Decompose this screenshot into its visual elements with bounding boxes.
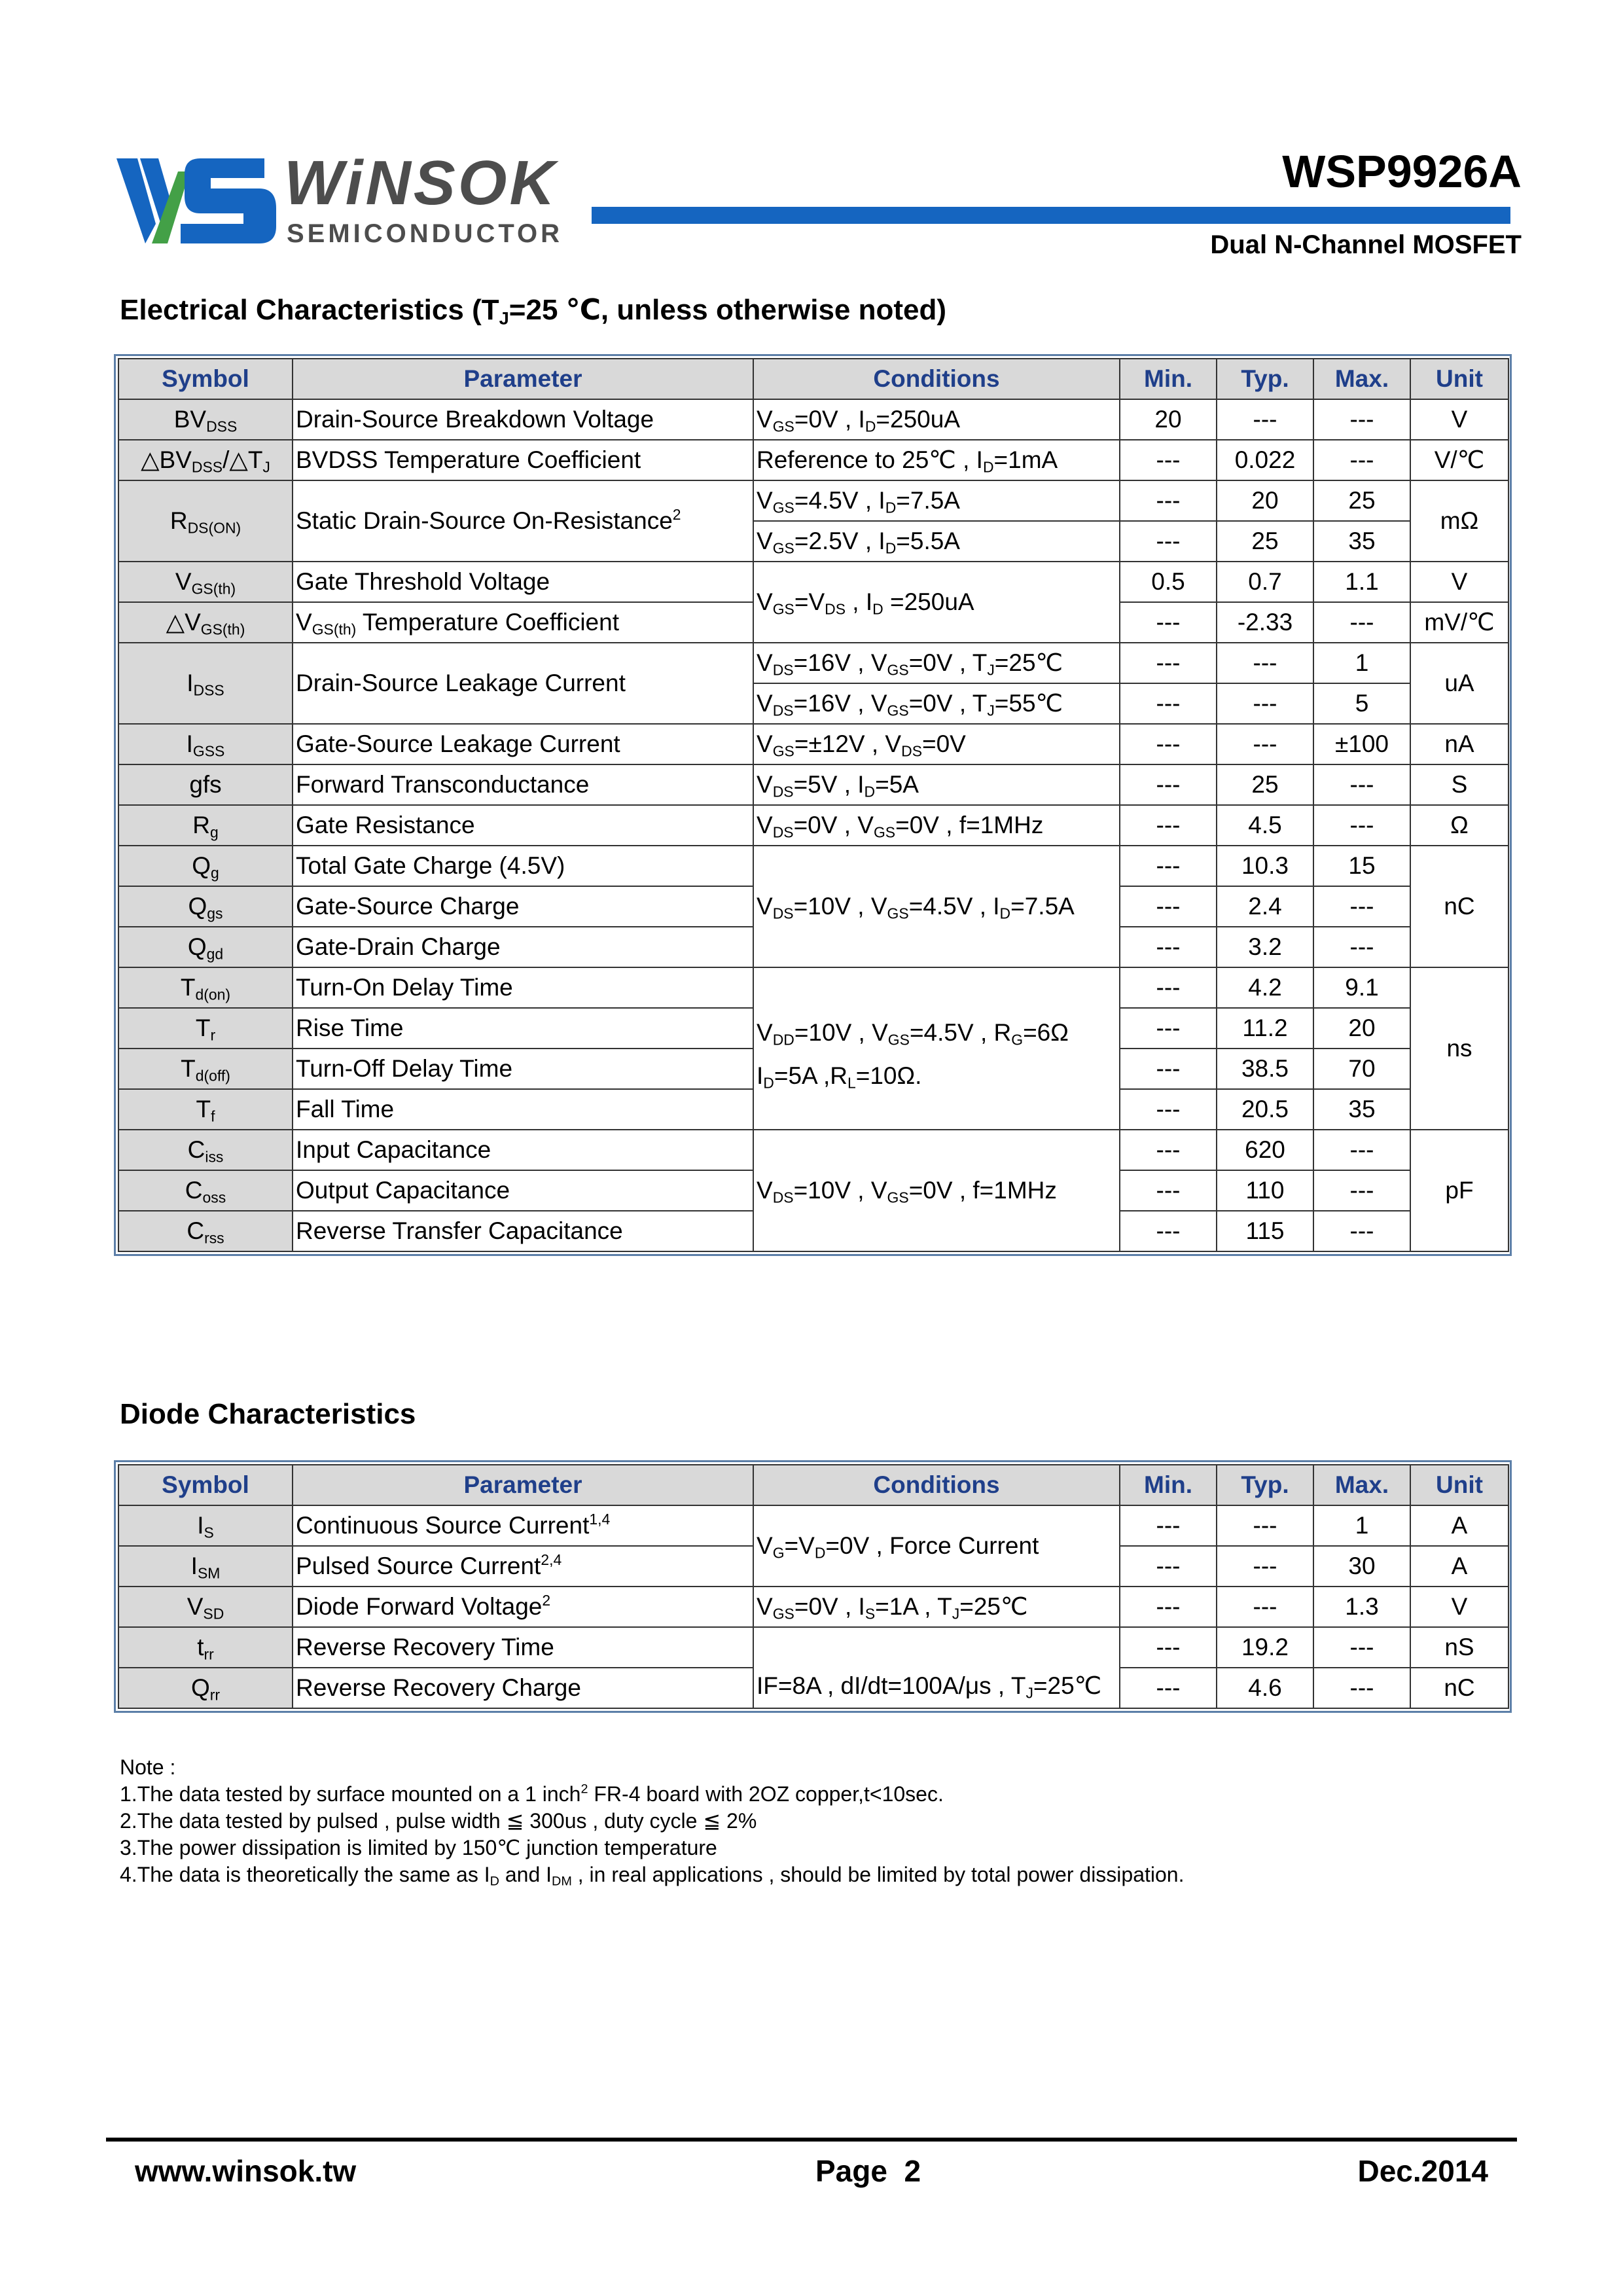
unit-cell: nS bbox=[1410, 1627, 1508, 1668]
symbol-cell: $Q_{gs}$ bbox=[118, 886, 293, 927]
max-cell: ±100 bbox=[1313, 724, 1410, 764]
footer-website: www.winsok.tw bbox=[135, 2154, 357, 2188]
typ-cell: 25 bbox=[1217, 521, 1313, 562]
unit-cell: mV/℃ bbox=[1410, 602, 1508, 643]
typ-cell: 4.5 bbox=[1217, 805, 1313, 846]
conditions-cell: $V_{DS}=16V$ , $V_{GS}=0V$ , $T_J=55℃$ bbox=[753, 683, 1120, 724]
typ-cell: 115 bbox=[1217, 1211, 1313, 1251]
symbol-cell: $\triangle V_{GS(th)}$ bbox=[118, 602, 293, 643]
part-number: WSP9926A bbox=[1282, 146, 1522, 197]
max-cell: 25 bbox=[1313, 480, 1410, 521]
table-row bbox=[118, 440, 1508, 480]
conditions-cell: $V_{GS}=V_{DS}$ , $I_D =250uA$ bbox=[753, 562, 1120, 643]
table-row bbox=[118, 562, 1508, 602]
parameter-cell: Continuous Source Current$^{1,4}$ bbox=[293, 1505, 753, 1546]
unit-cell: Ω bbox=[1410, 805, 1508, 846]
parameter-cell: Reverse Recovery Time bbox=[293, 1627, 753, 1668]
unit-cell: ns bbox=[1410, 967, 1508, 1130]
table-row bbox=[118, 399, 1508, 440]
max-cell: --- bbox=[1313, 927, 1410, 967]
conditions-cell: $V_{GS}=4.5V$ , $I_D=7.5A$ bbox=[753, 480, 1120, 521]
min-cell: --- bbox=[1120, 683, 1217, 724]
symbol-cell: $Q_{rr}$ bbox=[118, 1668, 293, 1708]
table-row bbox=[118, 764, 1508, 805]
max-cell: 1.3 bbox=[1313, 1587, 1410, 1627]
min-cell: --- bbox=[1120, 1008, 1217, 1049]
min-cell: --- bbox=[1120, 927, 1217, 967]
header-unit: Unit bbox=[1410, 359, 1508, 399]
typ-cell: --- bbox=[1217, 1587, 1313, 1627]
footer-date: Dec.2014 bbox=[1357, 2154, 1488, 2188]
table-row bbox=[118, 724, 1508, 764]
max-cell: 5 bbox=[1313, 683, 1410, 724]
min-cell: --- bbox=[1120, 602, 1217, 643]
table-header-row bbox=[118, 1465, 1508, 1505]
max-cell: 30 bbox=[1313, 1546, 1410, 1587]
typ-cell: --- bbox=[1217, 1546, 1313, 1587]
min-cell: --- bbox=[1120, 764, 1217, 805]
winsok-logo bbox=[113, 145, 589, 250]
unit-cell: A bbox=[1410, 1505, 1508, 1546]
conditions-cell: $V_{DD}=10V$ , $V_{GS}=4.5V$ , $R_G=6\Omega$ $I_D=5A$ $,R_L=10\Omega$. bbox=[753, 967, 1120, 1130]
typ-cell: 2.4 bbox=[1217, 886, 1313, 927]
max-cell: 35 bbox=[1313, 1089, 1410, 1130]
unit-cell: nA bbox=[1410, 724, 1508, 764]
conditions-cell: $V_{DS}=10V$ , $V_{GS}=4.5V$ , $I_D=7.5A$ bbox=[753, 846, 1120, 967]
min-cell: 0.5 bbox=[1120, 562, 1217, 602]
brand-wordmark: WiNSOK bbox=[284, 148, 558, 218]
max-cell: 20 bbox=[1313, 1008, 1410, 1049]
table-row bbox=[118, 967, 1508, 1008]
parameter-cell: Drain-Source Leakage Current bbox=[293, 643, 753, 724]
conditions-cell: $V_{DS}=16V$ , $V_{GS}=0V$ , $T_J=25℃$ bbox=[753, 643, 1120, 683]
symbol-cell: $V_{GS(th)}$ bbox=[118, 562, 293, 602]
unit-cell: V bbox=[1410, 1587, 1508, 1627]
symbol-cell: $T_{d(on)}$ bbox=[118, 967, 293, 1008]
parameter-cell: Gate-Drain Charge bbox=[293, 927, 753, 967]
typ-cell: --- bbox=[1217, 1505, 1313, 1546]
min-cell: --- bbox=[1120, 1130, 1217, 1170]
unit-cell: nC bbox=[1410, 1668, 1508, 1708]
note-item: 4.The data is theoretically the same as $I_D$ and $I_{DM}$ , in real applications , should be limited by total power dissipation. bbox=[120, 1863, 1185, 1889]
unit-cell: S bbox=[1410, 764, 1508, 805]
notes-section bbox=[120, 1754, 1184, 1888]
unit-cell: pF bbox=[1410, 1130, 1508, 1251]
max-cell: --- bbox=[1313, 399, 1410, 440]
min-cell: --- bbox=[1120, 1505, 1217, 1546]
typ-cell: 11.2 bbox=[1217, 1008, 1313, 1049]
min-cell: --- bbox=[1120, 480, 1217, 521]
symbol-cell: $T_{d(off)}$ bbox=[118, 1049, 293, 1089]
typ-cell: --- bbox=[1217, 724, 1313, 764]
max-cell: --- bbox=[1313, 1130, 1410, 1170]
min-cell: --- bbox=[1120, 643, 1217, 683]
min-cell: --- bbox=[1120, 521, 1217, 562]
symbol-cell: $I_S$ bbox=[118, 1505, 293, 1546]
typ-cell: 0.7 bbox=[1217, 562, 1313, 602]
electrical-characteristics-table bbox=[118, 358, 1509, 1252]
unit-cell: A bbox=[1410, 1546, 1508, 1587]
symbol-cell: $R_{DS(ON)}$ bbox=[118, 480, 293, 562]
conditions-cell: $V_{GS}=2.5V$ , $I_D=5.5A$ bbox=[753, 521, 1120, 562]
min-cell: --- bbox=[1120, 846, 1217, 886]
header-symbol: Symbol bbox=[118, 1465, 293, 1505]
min-cell: --- bbox=[1120, 1627, 1217, 1668]
parameter-cell: Drain-Source Breakdown Voltage bbox=[293, 399, 753, 440]
header-min: Min. bbox=[1120, 359, 1217, 399]
conditions-cell: $V_G=V_D=0V$ , Force Current bbox=[753, 1505, 1120, 1587]
min-cell: --- bbox=[1120, 1211, 1217, 1251]
symbol-cell: $\triangle BV_{DSS}/\triangle T_J$ bbox=[118, 440, 293, 480]
parameter-cell: Turn-Off Delay Time bbox=[293, 1049, 753, 1089]
typ-cell: 20.5 bbox=[1217, 1089, 1313, 1130]
max-cell: 15 bbox=[1313, 846, 1410, 886]
parameter-cell: Pulsed Source Current$^{2,4}$ bbox=[293, 1546, 753, 1587]
conditions-cell: $V_{GS}=0V$ , $I_D=250uA$ bbox=[753, 399, 1120, 440]
unit-cell: uA bbox=[1410, 643, 1508, 724]
max-cell: 70 bbox=[1313, 1049, 1410, 1089]
typ-cell: 25 bbox=[1217, 764, 1313, 805]
parameter-cell: Gate-Source Charge bbox=[293, 886, 753, 927]
symbol-cell: $Q_{gd}$ bbox=[118, 927, 293, 967]
min-cell: --- bbox=[1120, 724, 1217, 764]
typ-cell: 4.6 bbox=[1217, 1668, 1313, 1708]
max-cell: 9.1 bbox=[1313, 967, 1410, 1008]
max-cell: --- bbox=[1313, 602, 1410, 643]
typ-cell: -2.33 bbox=[1217, 602, 1313, 643]
table-row bbox=[118, 846, 1508, 886]
table-row bbox=[118, 1627, 1508, 1668]
conditions-cell: $V_{GS}=0V$ , $I_S=1A$ , $T_J=25℃$ bbox=[753, 1587, 1120, 1627]
min-cell: --- bbox=[1120, 440, 1217, 480]
parameter-cell: Input Capacitance bbox=[293, 1130, 753, 1170]
diode-characteristics-title: Diode Characteristics bbox=[120, 1398, 416, 1430]
min-cell: --- bbox=[1120, 1170, 1217, 1211]
max-cell: --- bbox=[1313, 886, 1410, 927]
parameter-cell: BVDSS Temperature Coefficient bbox=[293, 440, 753, 480]
document-subtitle: Dual N-Channel MOSFET bbox=[1210, 230, 1522, 259]
parameter-cell: Fall Time bbox=[293, 1089, 753, 1130]
unit-cell: V bbox=[1410, 399, 1508, 440]
note-item: 1.The data tested by surface mounted on a 1 inch$^2$ FR-4 board with 2OZ copper,t<10sec. bbox=[120, 1782, 944, 1806]
conditions-cell: IF=8A , dI/dt=100A/μs , $T_J=25℃$ bbox=[753, 1627, 1120, 1708]
conditions-cell: $V_{DS}=5V$ , $I_D=5A$ bbox=[753, 764, 1120, 805]
max-cell: 35 bbox=[1313, 521, 1410, 562]
parameter-cell: Gate-Source Leakage Current bbox=[293, 724, 753, 764]
symbol-cell: $V_{SD}$ bbox=[118, 1587, 293, 1627]
typ-cell: 38.5 bbox=[1217, 1049, 1313, 1089]
table-row bbox=[118, 1505, 1508, 1546]
max-cell: --- bbox=[1313, 440, 1410, 480]
brand-subtitle: SEMICONDUCTOR bbox=[287, 219, 563, 248]
header-parameter: Parameter bbox=[293, 1465, 753, 1505]
min-cell: --- bbox=[1120, 886, 1217, 927]
min-cell: --- bbox=[1120, 1587, 1217, 1627]
electrical-characteristics-title: Electrical Characteristics ($T_J=25$ ℃, unless otherwise noted) bbox=[120, 294, 947, 329]
note-item: 3.The power dissipation is limited by 150℃ junction temperature bbox=[120, 1836, 717, 1859]
table-row bbox=[118, 1130, 1508, 1170]
header-typ: Typ. bbox=[1217, 359, 1313, 399]
header-parameter: Parameter bbox=[293, 359, 753, 399]
typ-cell: 0.022 bbox=[1217, 440, 1313, 480]
electrical-characteristics-table-frame bbox=[114, 354, 1512, 1256]
parameter-cell: Rise Time bbox=[293, 1008, 753, 1049]
max-cell: 1.1 bbox=[1313, 562, 1410, 602]
header-unit: Unit bbox=[1410, 1465, 1508, 1505]
typ-cell: 620 bbox=[1217, 1130, 1313, 1170]
symbol-cell: $I_{SM}$ bbox=[118, 1546, 293, 1587]
footer-rule bbox=[106, 2138, 1517, 2142]
symbol-cell: $R_g$ bbox=[118, 805, 293, 846]
symbol-cell: $C_{oss}$ bbox=[118, 1170, 293, 1211]
max-cell: 1 bbox=[1313, 643, 1410, 683]
notes-heading: Note : bbox=[120, 1755, 176, 1779]
symbol-cell: gfs bbox=[118, 764, 293, 805]
conditions-cell: $V_{GS}=\pm 12V$ , $V_{DS}=0V$ bbox=[753, 724, 1120, 764]
min-cell: 20 bbox=[1120, 399, 1217, 440]
symbol-cell: $Q_g$ bbox=[118, 846, 293, 886]
symbol-cell: $I_{GSS}$ bbox=[118, 724, 293, 764]
table-row bbox=[118, 1587, 1508, 1627]
parameter-cell: Gate Threshold Voltage bbox=[293, 562, 753, 602]
typ-cell: 3.2 bbox=[1217, 927, 1313, 967]
typ-cell: --- bbox=[1217, 683, 1313, 724]
min-cell: --- bbox=[1120, 1089, 1217, 1130]
symbol-cell: $I_{DSS}$ bbox=[118, 643, 293, 724]
typ-cell: 110 bbox=[1217, 1170, 1313, 1211]
header-conditions: Conditions bbox=[753, 359, 1120, 399]
table-row bbox=[118, 805, 1508, 846]
diode-characteristics-table bbox=[118, 1464, 1509, 1709]
typ-cell: --- bbox=[1217, 643, 1313, 683]
header-min: Min. bbox=[1120, 1465, 1217, 1505]
min-cell: --- bbox=[1120, 1668, 1217, 1708]
header-conditions: Conditions bbox=[753, 1465, 1120, 1505]
conditions-cell: $V_{DS}=10V$ , $V_{GS}=0V$ , f=1MHz bbox=[753, 1130, 1120, 1251]
parameter-cell: Total Gate Charge (4.5V) bbox=[293, 846, 753, 886]
max-cell: --- bbox=[1313, 764, 1410, 805]
parameter-cell: $V_{GS(th)}$ Temperature Coefficient bbox=[293, 602, 753, 643]
symbol-cell: $BV_{DSS}$ bbox=[118, 399, 293, 440]
max-cell: --- bbox=[1313, 1627, 1410, 1668]
footer-page-number: Page 2 bbox=[815, 2154, 921, 2188]
header-accent-bar bbox=[592, 207, 1510, 224]
typ-cell: 4.2 bbox=[1217, 967, 1313, 1008]
header-max: Max. bbox=[1313, 359, 1410, 399]
min-cell: --- bbox=[1120, 805, 1217, 846]
parameter-cell: Output Capacitance bbox=[293, 1170, 753, 1211]
typ-cell: --- bbox=[1217, 399, 1313, 440]
parameter-cell: Turn-On Delay Time bbox=[293, 967, 753, 1008]
conditions-cell: Reference to 25℃ , $I_D=1mA$ bbox=[753, 440, 1120, 480]
symbol-cell: $t_{rr}$ bbox=[118, 1627, 293, 1668]
min-cell: --- bbox=[1120, 967, 1217, 1008]
conditions-cell: $V_{DS}=0V$ , $V_{GS}=0V$ , f=1MHz bbox=[753, 805, 1120, 846]
min-cell: --- bbox=[1120, 1546, 1217, 1587]
header-typ: Typ. bbox=[1217, 1465, 1313, 1505]
max-cell: 1 bbox=[1313, 1505, 1410, 1546]
max-cell: --- bbox=[1313, 1211, 1410, 1251]
unit-cell: V bbox=[1410, 562, 1508, 602]
unit-cell: mΩ bbox=[1410, 480, 1508, 562]
typ-cell: 20 bbox=[1217, 480, 1313, 521]
max-cell: --- bbox=[1313, 805, 1410, 846]
max-cell: --- bbox=[1313, 1170, 1410, 1211]
parameter-cell: Reverse Transfer Capacitance bbox=[293, 1211, 753, 1251]
note-item: 2.The data tested by pulsed , pulse width ≦ 300us , duty cycle ≦ 2% bbox=[120, 1809, 757, 1833]
parameter-cell: Gate Resistance bbox=[293, 805, 753, 846]
header-max: Max. bbox=[1313, 1465, 1410, 1505]
table-row bbox=[118, 480, 1508, 521]
min-cell: --- bbox=[1120, 1049, 1217, 1089]
parameter-cell: Forward Transconductance bbox=[293, 764, 753, 805]
symbol-cell: $T_r$ bbox=[118, 1008, 293, 1049]
table-header-row bbox=[118, 359, 1508, 399]
parameter-cell: Reverse Recovery Charge bbox=[293, 1668, 753, 1708]
max-cell: --- bbox=[1313, 1668, 1410, 1708]
parameter-cell: Diode Forward Voltage$^2$ bbox=[293, 1587, 753, 1627]
unit-cell: V/℃ bbox=[1410, 440, 1508, 480]
header-symbol: Symbol bbox=[118, 359, 293, 399]
parameter-cell: Static Drain-Source On-Resistance$^2$ bbox=[293, 480, 753, 562]
unit-cell: nC bbox=[1410, 846, 1508, 967]
diode-characteristics-table-frame bbox=[114, 1460, 1512, 1713]
symbol-cell: $C_{iss}$ bbox=[118, 1130, 293, 1170]
symbol-cell: $C_{rss}$ bbox=[118, 1211, 293, 1251]
symbol-cell: $T_f$ bbox=[118, 1089, 293, 1130]
typ-cell: 19.2 bbox=[1217, 1627, 1313, 1668]
table-row bbox=[118, 643, 1508, 683]
typ-cell: 10.3 bbox=[1217, 846, 1313, 886]
